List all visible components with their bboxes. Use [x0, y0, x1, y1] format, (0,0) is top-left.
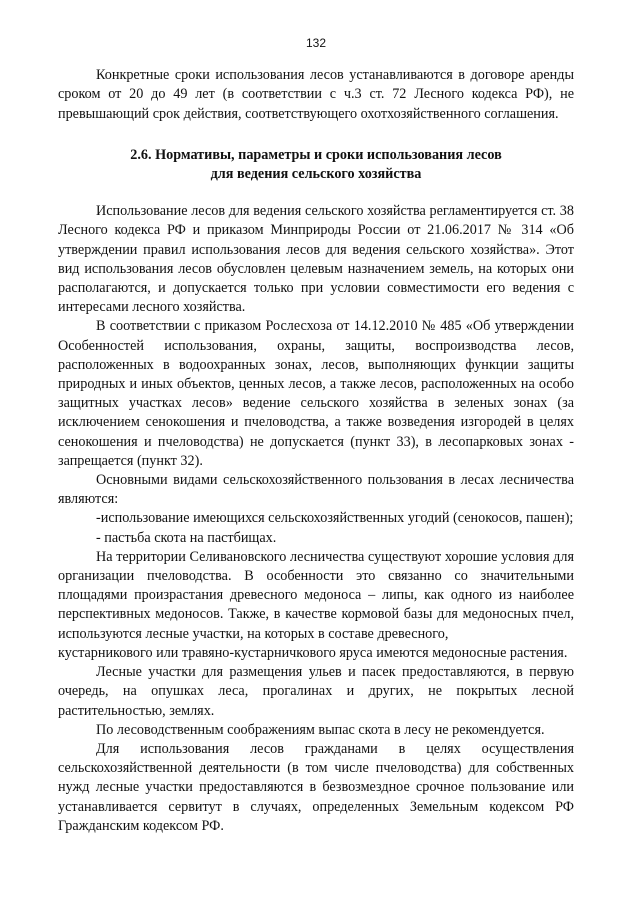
paragraph-citizens-use: Для использования лесов гражданами в целях осуществления сельскохозяйственной деятельности (в том числе пчеловодства) для собственных нужд лесные участки предоставляются в безвозмездное срочное пользование или устанавливается сервитут в случаях, определенных Земельным кодексом РФ Гражданским кодексом РФ. — [58, 740, 574, 834]
paragraph-main-uses: Основными видами сельскохозяйственного пользования в лесах лесничества являются: — [58, 472, 574, 508]
section-heading-line-2: для ведения сельского хозяйства — [210, 166, 422, 183]
intro-paragraph: Конкретные сроки использования лесов устанавливаются в договоре аренды сроком от 20 до 49 лет (в соответствии с ч.3 ст. 72 Лесного кодекса РФ), не превышающий срок действия, соответствующего охотхозяйственного соглашения. — [58, 67, 574, 122]
paragraph-grazing-not-recommended: По лесоводственным соображениям выпас скота в лесу не рекомендуется. — [96, 721, 545, 738]
paragraph-beekeeping: На территории Селивановского лесничества существуют хорошие условия для организации пчеловодства. В особенности это связанно со значительными площадями произрастания древесного медоноса – липы, как одного из наиболее перспективных медоносов. Также, в качестве кормовой базы для медоносных пчел, используются лесные участки, на которых в составе древесного, — [58, 548, 574, 642]
list-item-grazing: - пастьба скота на пастбищах. — [96, 529, 277, 546]
paragraph-regulation: Использование лесов для ведения сельского хозяйства регламентируется ст. 38 Лесного кодекса РФ и приказом Минприроды России от 21.06.2017 № 314 «Об утверждении правил использования лесов для ведения сельского хозяйства». Этот вид использования лесов обусловлен целевым назначением земель, на которых они располагаются, и допускается только при условии совместимости его ведения с интересами лесного хозяйства. — [58, 203, 574, 316]
page-number: 132 — [305, 36, 327, 50]
section-heading-line-1: 2.6. Нормативы, параметры и сроки использования лесов — [130, 146, 502, 163]
paragraph-beekeeping-continued: кустарникового или травяно-кустарничкового яруса имеются медоносные растения. — [58, 644, 568, 661]
paragraph-rosleshoz-order: В соответствии с приказом Рослесхоза от 14.12.2010 № 485 «Об утверждении Особенностей использования, охраны, защиты, воспроизводства лесов, расположенных в водоохранных зонах, лесов, выполняющих функции защиты природных и иных объектов, ценных лесов, а также лесов, расположенных на особо защитных участках лесов» ведение сельского хозяйства в зеленых зонах (за исключением сенокошения и пчеловодства, а также возведения изгородей в целях сенокошения и пчеловодства) не допускается (пункт 33), в лесопарковых зонах - запрещается (пункт 32). — [58, 318, 574, 469]
document-page — [58, 34, 574, 836]
list-item-agricultural-lands: -использование имеющихся сельскохозяйственных угодий (сенокосов, пашен); — [96, 510, 574, 527]
section-heading — [58, 146, 574, 184]
paragraph-hives: Лесные участки для размещения ульев и пасек предоставляются, в первую очередь, на опушках леса, прогалинах и других, не покрытых лесной растительностью, землях. — [58, 664, 574, 719]
